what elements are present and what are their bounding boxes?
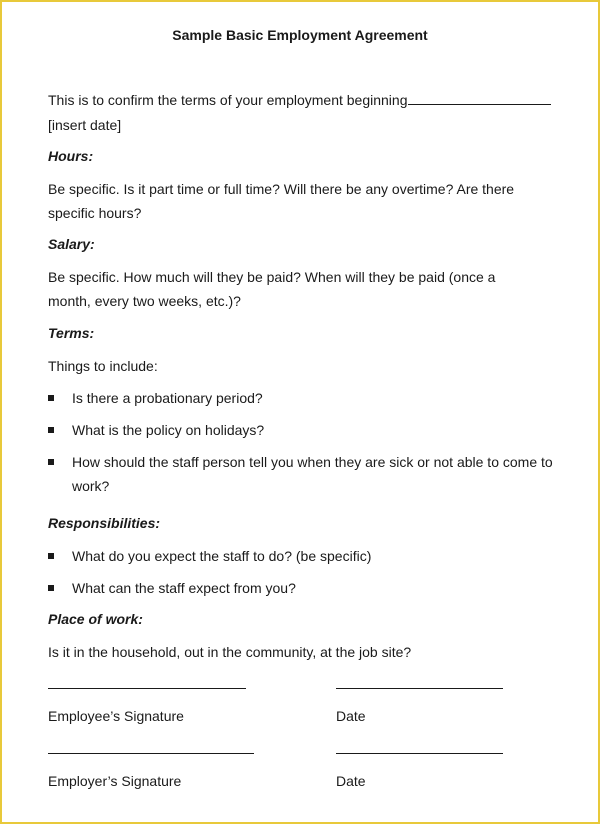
- place-of-work-text: Is it in the household, out in the community, at the job site?: [48, 644, 412, 660]
- intro-text: This is to confirm the terms of your employment beginning: [48, 92, 408, 108]
- terms-heading: Terms:: [48, 325, 95, 341]
- employer-signature-line: [48, 753, 254, 754]
- terms-item: Is there a probationary period?: [72, 390, 263, 406]
- terms-item-continuation: work?: [72, 478, 110, 494]
- terms-item: What is the policy on holidays?: [72, 422, 265, 438]
- bullet-icon: [48, 585, 54, 591]
- employer-signature-label: Employer’s Signature: [48, 773, 182, 789]
- bullet-icon: [48, 395, 54, 401]
- bullet-icon: [48, 427, 54, 433]
- responsibility-item: What do you expect the staff to do? (be specific): [72, 548, 372, 564]
- terms-intro: Things to include:: [48, 358, 158, 374]
- hours-heading: Hours:: [48, 148, 94, 164]
- employee-date-label: Date: [336, 708, 366, 724]
- bullet-icon: [48, 459, 54, 465]
- employee-date-line: [336, 688, 503, 689]
- document-title: Sample Basic Employment Agreement: [172, 27, 428, 43]
- salary-heading: Salary:: [48, 236, 95, 252]
- intro-line: [48, 91, 551, 109]
- hours-text-line1: Be specific. Is it part time or full time? Will there be any overtime? Are there: [48, 181, 515, 197]
- employer-date-label: Date: [336, 773, 366, 789]
- employer-date-line: [336, 753, 503, 754]
- responsibility-item: What can the staff expect from you?: [72, 580, 296, 596]
- salary-text-line2: month, every two weeks, etc.)?: [48, 293, 241, 309]
- employee-signature-label: Employee’s Signature: [48, 708, 184, 724]
- place-of-work-heading: Place of work:: [48, 611, 143, 627]
- intro-date-placeholder: [insert date]: [48, 117, 122, 133]
- responsibilities-heading: Responsibilities:: [48, 515, 161, 531]
- terms-item: How should the staff person tell you when they are sick or not able to come to: [72, 454, 553, 470]
- employee-signature-line: [48, 688, 246, 689]
- salary-text-line1: Be specific. How much will they be paid? When will they be paid (once a: [48, 269, 496, 285]
- date-blank-line: [408, 92, 551, 105]
- bullet-icon: [48, 553, 54, 559]
- hours-text-line2: specific hours?: [48, 205, 142, 221]
